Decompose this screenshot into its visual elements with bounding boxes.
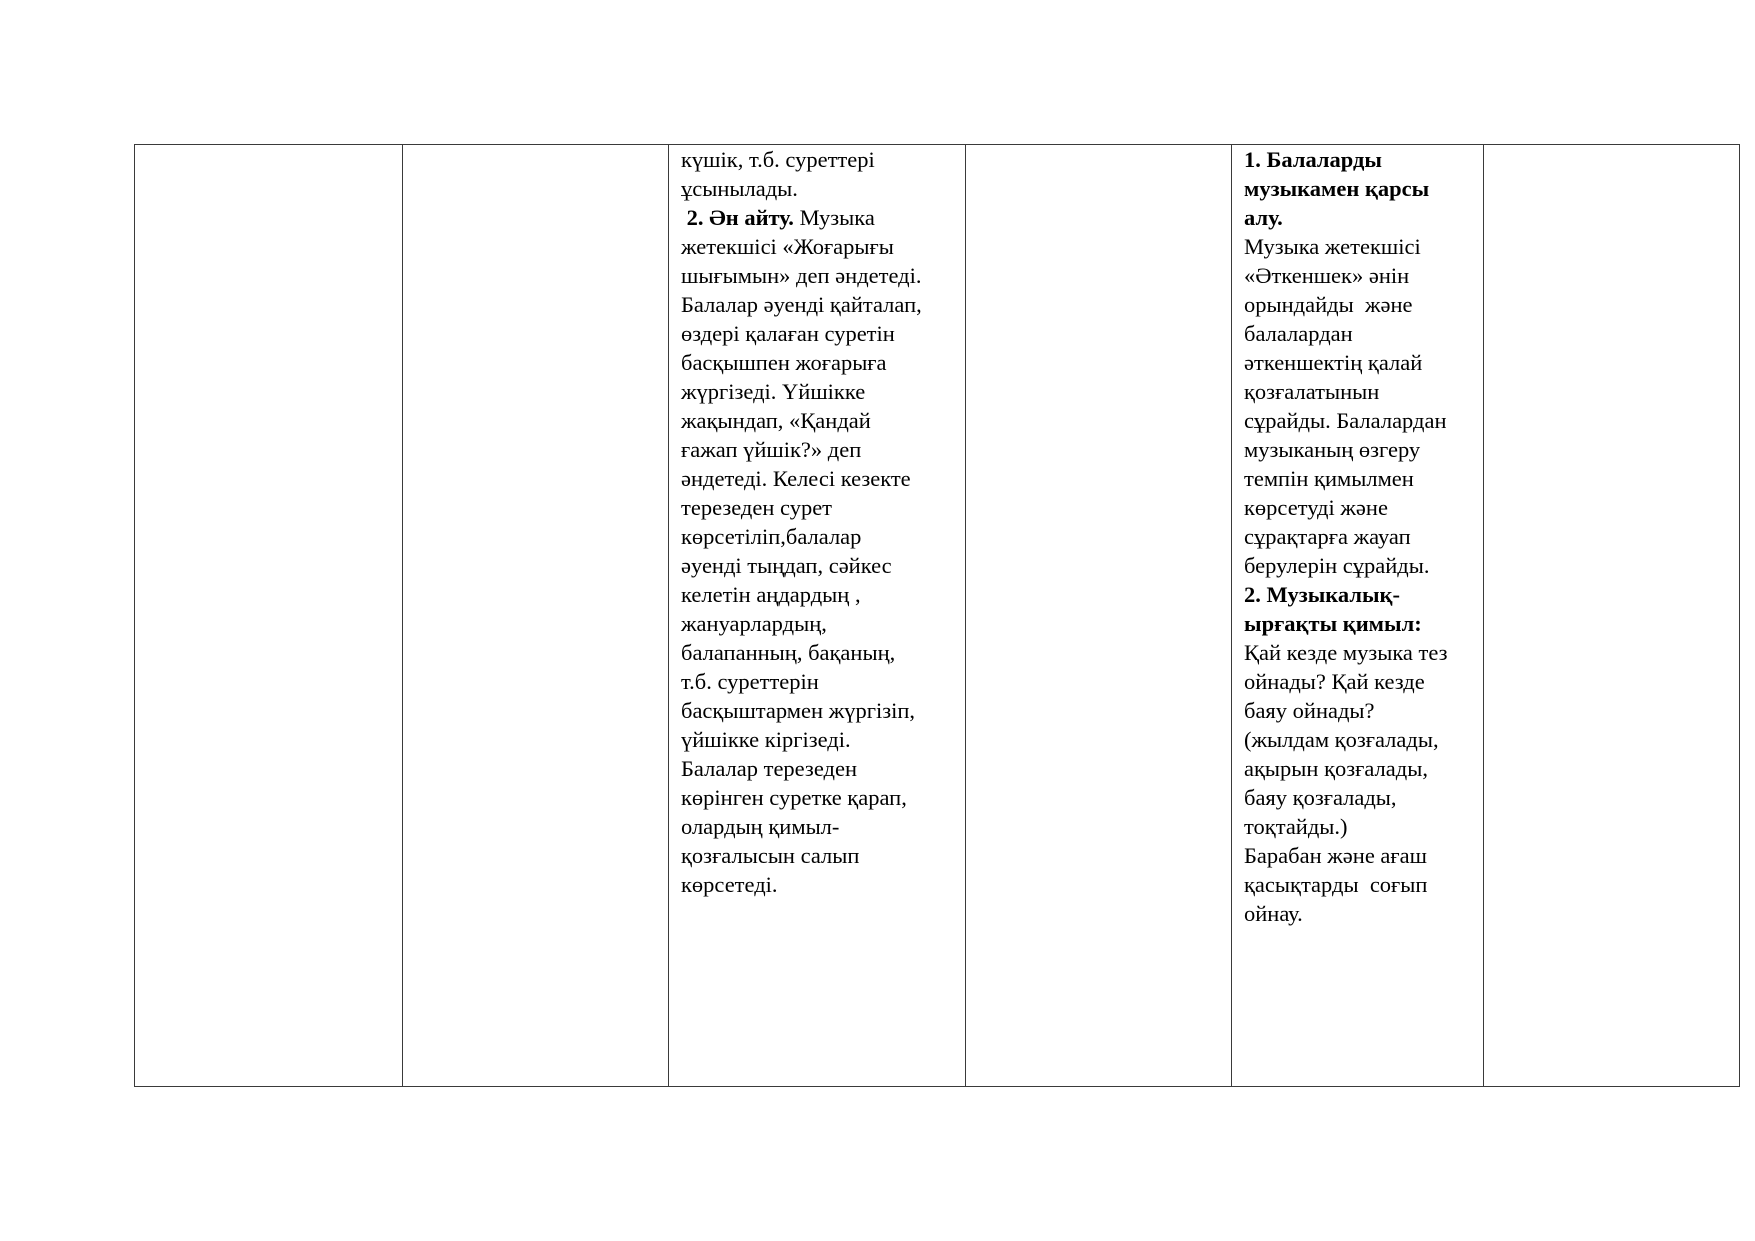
- table-cell-col4: [966, 145, 1232, 1087]
- section-heading: 1. Балаларды: [1244, 147, 1382, 172]
- activity-description: [1232, 145, 1483, 928]
- text-line: Балалар терезеден: [681, 756, 857, 781]
- text-line: ақырын қозғалады,: [1244, 756, 1428, 781]
- text-line: басқыштармен жүргізіп,: [681, 698, 916, 723]
- text-line: Балалар әуенді қайталап,: [681, 292, 922, 317]
- song-heading-line: [681, 203, 957, 232]
- text-line: жақындап, «Қандай: [681, 408, 871, 433]
- text-line: жетекшісі «Жоғарығы: [681, 234, 894, 259]
- text-line: сұрақтарға жауап: [1244, 524, 1411, 549]
- text-line: орындайды және: [1244, 292, 1413, 317]
- table-cell-col5: [1232, 145, 1484, 1087]
- text-line: музыканың өзгеру: [1244, 437, 1421, 462]
- text-line: әндетеді. Келесі кезекте: [681, 466, 911, 491]
- text-line: әуенді тыңдап, сәйкес: [681, 553, 892, 578]
- table-cell-col6: [1484, 145, 1740, 1087]
- text-line: жүргізеді. Үйшікке: [681, 379, 866, 404]
- text-line: Музыка жетекшісі: [1244, 234, 1421, 259]
- text-line: келетін аңдардың ,: [681, 582, 861, 607]
- text-line: қозғалысын салып: [681, 843, 860, 868]
- section-heading: музыкамен қарсы: [1244, 176, 1430, 201]
- section-heading: 2. Музыкалық-: [1244, 582, 1401, 607]
- text-line: шығымын» деп әндетеді.: [681, 263, 922, 288]
- text-line: қозғалатынын: [1244, 379, 1380, 404]
- text-line: әткеншектің қалай: [1244, 350, 1423, 375]
- text-line: көрінген суретке қарап,: [681, 785, 907, 810]
- text-line: ойнау.: [1244, 901, 1303, 926]
- text-line: күшік, т.б. суреттері: [681, 147, 875, 172]
- text-fragment: Музыка: [793, 205, 875, 230]
- text-line: Қай кезде музыка тез: [1244, 640, 1448, 665]
- text-line: Барабан және ағаш: [1244, 843, 1427, 868]
- text-line: басқышпен жоғарыға: [681, 350, 887, 375]
- text-line: қасықтарды соғып: [1244, 872, 1428, 897]
- text-line: көрсетіліп,балалар: [681, 524, 862, 549]
- text-line: олардың қимыл-: [681, 814, 840, 839]
- table-cell-col2: [403, 145, 669, 1087]
- text-line: ұсынылады.: [681, 176, 798, 201]
- text-line: темпін қимылмен: [1244, 466, 1414, 491]
- text-line: сұрайды. Балалардан: [1244, 408, 1447, 433]
- text-line: балапанның, бақаның,: [681, 640, 896, 665]
- text-line: жануарлардың,: [681, 611, 827, 636]
- text-line: тоқтайды.): [1244, 814, 1348, 839]
- table-row: [135, 145, 1740, 1087]
- text-line: үйшікке кіргізеді.: [681, 727, 851, 752]
- text-line: көрсетуді және: [1244, 495, 1388, 520]
- text-line: т.б. суреттерін: [681, 669, 819, 694]
- text-line: баяу ойнады?: [1244, 698, 1375, 723]
- table-cell-col3: [669, 145, 966, 1087]
- section-heading: алу.: [1244, 205, 1283, 230]
- text-line: терезеден сурет: [681, 495, 833, 520]
- text-line: өздері қалаған суретін: [681, 321, 895, 346]
- text-line: баяу қозғалады,: [1244, 785, 1397, 810]
- text-line: балалардан: [1244, 321, 1353, 346]
- text-line: ғажап үйшік?» деп: [681, 437, 862, 462]
- text-line: көрсетеді.: [681, 872, 778, 897]
- table-cell-col1: [135, 145, 403, 1087]
- section-heading: ырғақты қимыл:: [1244, 611, 1422, 636]
- text-line: берулерін сұрайды.: [1244, 553, 1430, 578]
- text-line: ойнады? Қай кезде: [1244, 669, 1425, 694]
- activity-description: [669, 145, 965, 899]
- text-line: (жылдам қозғалады,: [1244, 727, 1439, 752]
- song-heading: 2. Ән айту.: [681, 205, 794, 230]
- text-line: «Әткеншек» әнін: [1244, 263, 1410, 288]
- lesson-plan-table: [134, 144, 1740, 1087]
